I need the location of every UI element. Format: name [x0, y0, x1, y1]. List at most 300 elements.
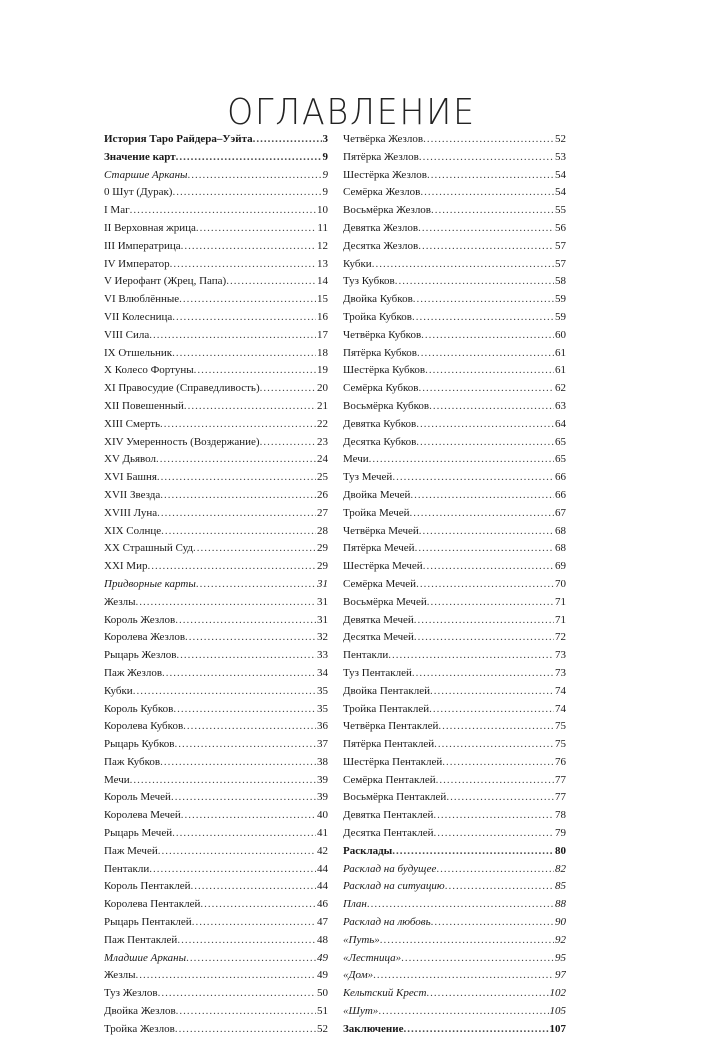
toc-entry-title: Пентакли	[104, 862, 150, 875]
toc-entry-page: 74	[555, 684, 566, 697]
toc-leader-dots	[434, 736, 554, 754]
toc-entry-page: 63	[555, 399, 566, 412]
toc-entry	[104, 718, 328, 736]
toc-entry-page: 57	[555, 239, 566, 252]
toc-entry-page: 44	[317, 862, 328, 875]
toc-entry-title: Король Кубков	[104, 702, 174, 715]
toc-entry-title: XII Повешенный	[104, 399, 184, 412]
toc-entry-page: 72	[555, 631, 566, 644]
toc-leader-dots	[196, 220, 317, 238]
toc-entry-page: 75	[555, 738, 566, 751]
toc-leader-dots	[176, 647, 316, 665]
toc-leader-dots	[414, 629, 554, 647]
toc-entry	[104, 167, 328, 185]
toc-leader-dots	[415, 540, 554, 558]
toc-entry	[343, 291, 566, 309]
toc-entry	[343, 167, 566, 185]
toc-entry-page: 49	[317, 951, 328, 964]
toc-entry-title: Девятка Жезлов	[343, 221, 419, 234]
toc-entry	[104, 451, 328, 469]
toc-leader-dots	[185, 629, 316, 647]
toc-entry	[343, 701, 566, 719]
toc-entry-page: 48	[317, 933, 328, 946]
toc-entry-page: 54	[555, 168, 566, 181]
toc-entry-title: Четвёрка Пентаклей	[343, 720, 439, 733]
toc-entry-title: Туз Жезлов	[104, 987, 158, 1000]
toc-entry-page: 40	[317, 809, 328, 822]
toc-entry	[343, 736, 566, 754]
toc-entry-title: XV Дьявол	[104, 453, 156, 466]
toc-entry-title: XIV Умеренность (Воздержание)	[104, 435, 260, 448]
toc-entry-page: 53	[555, 150, 566, 163]
toc-entry-page: 31	[317, 595, 328, 608]
toc-leader-dots	[171, 789, 316, 807]
toc-entry-page: 18	[317, 346, 328, 359]
toc-leader-dots	[412, 665, 554, 683]
toc-entry-title: XIII Смерть	[104, 417, 161, 430]
toc-entry	[104, 238, 328, 256]
toc-entry	[343, 131, 566, 149]
toc-leader-dots	[436, 861, 554, 879]
toc-entry-title: XVII Звезда	[104, 488, 161, 501]
toc-entry-page: 25	[317, 471, 328, 484]
toc-leader-dots	[442, 754, 554, 772]
toc-entry-page: 35	[317, 684, 328, 697]
toc-entry-page: 62	[555, 382, 566, 395]
toc-entry	[343, 523, 566, 541]
toc-entry-page: 58	[555, 275, 566, 288]
toc-entry	[104, 1003, 328, 1021]
toc-leader-dots	[260, 380, 316, 398]
toc-entry-title: Семёрка Пентаклей	[343, 773, 436, 786]
toc-entry-title: Туз Пентаклей	[343, 666, 412, 679]
toc-entry	[104, 362, 328, 380]
toc-entry-title: Туз Кубков	[343, 275, 395, 288]
toc-entry	[104, 202, 328, 220]
toc-entry	[104, 914, 328, 932]
toc-entry	[343, 505, 566, 523]
toc-entry	[104, 985, 328, 1003]
toc-entry	[104, 469, 328, 487]
toc-entry	[104, 220, 328, 238]
toc-entry-title: Двойка Мечей	[343, 488, 411, 501]
toc-entry	[343, 932, 566, 950]
toc-entry-page: 20	[317, 382, 328, 395]
toc-entry-page: 24	[317, 453, 328, 466]
toc-entry-title: Шестёрка Жезлов	[343, 168, 427, 181]
toc-leader-dots	[369, 451, 554, 469]
toc-entry	[104, 380, 328, 398]
toc-entry-page: 74	[555, 702, 566, 715]
toc-entry-page: 107	[549, 1022, 566, 1035]
toc-entry-title: XX Страшный Суд	[104, 542, 194, 555]
toc-entry	[104, 736, 328, 754]
toc-entry-page: 37	[317, 738, 328, 751]
toc-entry-title: 0 Шут (Дурак)	[104, 186, 173, 199]
toc-entry	[343, 540, 566, 558]
toc-entry-page: 19	[317, 364, 328, 377]
toc-entry-title: Тройка Кубков	[343, 310, 412, 323]
toc-entry-title: Королева Мечей	[104, 809, 181, 822]
toc-entry	[343, 629, 566, 647]
toc-entry-page: 23	[317, 435, 328, 448]
toc-entry-title: Паж Пентаклей	[104, 933, 178, 946]
toc-entry-page: 68	[555, 524, 566, 537]
toc-entry	[104, 291, 328, 309]
toc-entry-page: 34	[317, 666, 328, 679]
toc-entry-title: Король Мечей	[104, 791, 171, 804]
toc-leader-dots	[175, 736, 317, 754]
toc-leader-dots	[420, 184, 554, 202]
toc-entry-title: Тройка Жезлов	[104, 1022, 175, 1035]
toc-entry	[104, 256, 328, 274]
toc-leader-dots	[192, 914, 316, 932]
toc-leader-dots	[194, 362, 316, 380]
toc-entry-page: 22	[317, 417, 328, 430]
toc-entry-title: Семёрка Кубков	[343, 382, 419, 395]
toc-entry	[104, 184, 328, 202]
toc-leader-dots	[403, 1021, 548, 1039]
toc-entry-page: 56	[555, 221, 566, 234]
toc-entry	[104, 1021, 328, 1039]
toc-entry-title: Придворные карты	[104, 577, 196, 590]
toc-entry	[343, 594, 566, 612]
toc-entry-page: 70	[555, 577, 566, 590]
toc-entry-title: Восьмёрка Мечей	[343, 595, 427, 608]
toc-leader-dots	[186, 950, 316, 968]
toc-leader-dots	[438, 718, 554, 736]
toc-entry-title: Старшие Арканы	[104, 168, 188, 181]
toc-entry-page: 61	[555, 364, 566, 377]
toc-entry	[343, 985, 566, 1003]
toc-entry-page: 13	[317, 257, 328, 270]
toc-leader-dots	[196, 576, 316, 594]
toc-leader-dots	[392, 469, 554, 487]
toc-entry-page: 54	[555, 186, 566, 199]
toc-entry-title: Расклад на ситуацию	[343, 880, 445, 893]
toc-entry-title: Восьмёрка Пентаклей	[343, 791, 447, 804]
toc-entry-page: 55	[555, 204, 566, 217]
toc-entry-page: 12	[317, 239, 328, 252]
toc-entry-page: 95	[555, 951, 566, 964]
toc-entry-title: Королева Кубков	[104, 720, 184, 733]
toc-leader-dots	[426, 985, 548, 1003]
toc-entry	[104, 612, 328, 630]
toc-leader-dots	[184, 398, 316, 416]
toc-entry-page: 57	[555, 257, 566, 270]
toc-entry-title: V Иерофант (Жрец, Папа)	[104, 275, 227, 288]
toc-entry-title: Значение карт	[104, 150, 176, 163]
toc-leader-dots	[136, 594, 316, 612]
toc-entry-page: 65	[555, 435, 566, 448]
toc-entry-title: Жезлы	[104, 969, 136, 982]
toc-entry-page: 16	[317, 310, 328, 323]
toc-entry	[343, 487, 566, 505]
toc-entry-title: Королева Пентаклей	[104, 898, 201, 911]
toc-entry-page: 77	[555, 791, 566, 804]
toc-entry-page: 82	[555, 862, 566, 875]
toc-entry	[104, 807, 328, 825]
toc-entry-title: Десятка Мечей	[343, 631, 414, 644]
toc-leader-dots	[401, 950, 554, 968]
toc-entry-title: План	[343, 898, 367, 911]
toc-entry-page: 69	[555, 560, 566, 573]
toc-entry-title: Пятёрка Мечей	[343, 542, 415, 555]
toc-entry-page: 76	[555, 755, 566, 768]
toc-entry-title: XVIII Луна	[104, 506, 158, 519]
toc-entry-title: Шестёрка Мечей	[343, 560, 423, 573]
toc-leader-dots	[431, 914, 554, 932]
toc-leader-dots	[172, 345, 316, 363]
toc-leader-dots	[136, 967, 316, 985]
toc-entry	[104, 131, 328, 149]
toc-entry-page: 105	[549, 1005, 566, 1018]
toc-leader-dots	[416, 434, 554, 452]
toc-entry-page: 50	[317, 987, 328, 1000]
toc-leader-dots	[425, 362, 554, 380]
toc-leader-dots	[423, 558, 554, 576]
toc-leader-dots	[410, 505, 554, 523]
toc-entry	[343, 807, 566, 825]
toc-entry-title: II Верховная жрица	[104, 221, 196, 234]
toc-leader-dots	[158, 843, 316, 861]
toc-leader-dots	[423, 131, 554, 149]
toc-entry	[343, 683, 566, 701]
toc-entry-title: Девятка Мечей	[343, 613, 414, 626]
toc-entry	[104, 950, 328, 968]
toc-leader-dots	[160, 487, 316, 505]
toc-leader-dots	[429, 398, 554, 416]
toc-entry	[104, 434, 328, 452]
toc-entry-page: 27	[317, 506, 328, 519]
toc-entry	[343, 576, 566, 594]
toc-leader-dots	[446, 789, 554, 807]
toc-entry-page: 80	[555, 844, 566, 857]
toc-entry	[104, 594, 328, 612]
toc-entry	[104, 149, 328, 167]
toc-entry-title: Шестёрка Кубков	[343, 364, 426, 377]
toc-entry-title: Пятёрка Пентаклей	[343, 738, 435, 751]
toc-entry-page: 71	[555, 613, 566, 626]
toc-leader-dots	[156, 451, 316, 469]
toc-entry-title: Рыцарь Жезлов	[104, 649, 177, 662]
toc-entry-title: Расклады	[343, 844, 393, 857]
toc-entry	[104, 576, 328, 594]
toc-column-right	[343, 131, 566, 1039]
toc-entry-page: 17	[317, 328, 328, 341]
toc-entry	[343, 202, 566, 220]
toc-entry	[343, 273, 566, 291]
toc-entry-page: 59	[555, 310, 566, 323]
toc-leader-dots	[392, 843, 554, 861]
toc-entry	[104, 327, 328, 345]
toc-entry-title: Паж Жезлов	[104, 666, 163, 679]
page-title: ОГЛАВЛЕНИЕ	[227, 92, 476, 133]
toc-leader-dots	[170, 256, 316, 274]
toc-entry	[343, 309, 566, 327]
toc-entry	[343, 380, 566, 398]
toc-leader-dots	[177, 932, 316, 950]
toc-entry-title: IV Император	[104, 257, 170, 270]
toc-entry-page: 9	[322, 168, 328, 181]
toc-entry-title: Жезлы	[104, 595, 136, 608]
toc-entry	[343, 825, 566, 843]
toc-leader-dots	[191, 878, 316, 896]
toc-entry	[104, 540, 328, 558]
toc-leader-dots	[160, 416, 316, 434]
toc-entry-page: 42	[317, 844, 328, 857]
toc-entry-page: 14	[317, 275, 328, 288]
toc-leader-dots	[157, 505, 316, 523]
toc-leader-dots	[416, 416, 554, 434]
toc-leader-dots	[380, 932, 554, 950]
toc-entry	[343, 878, 566, 896]
toc-entry-title: VIII Сила	[104, 328, 150, 341]
toc-leader-dots	[200, 896, 316, 914]
toc-leader-dots	[176, 149, 322, 167]
toc-entry	[343, 967, 566, 985]
toc-entry-title: Кубки	[104, 684, 133, 697]
toc-entry	[343, 789, 566, 807]
toc-entry-title: Королева Жезлов	[104, 631, 186, 644]
toc-leader-dots	[434, 825, 555, 843]
toc-leader-dots	[226, 273, 316, 291]
toc-leader-dots	[175, 1021, 316, 1039]
toc-entry-page: 10	[317, 204, 328, 217]
toc-entry	[343, 647, 566, 665]
toc-entry-page: 15	[317, 293, 328, 306]
toc-entry	[343, 238, 566, 256]
toc-entry-title: XIX Солнце	[104, 524, 162, 537]
toc-entry-title: Паж Кубков	[104, 755, 161, 768]
toc-entry-title: Пятёрка Кубков	[343, 346, 417, 359]
toc-entry	[343, 950, 566, 968]
toc-entry-page: 73	[555, 649, 566, 662]
toc-entry-page: 66	[555, 488, 566, 501]
toc-entry-page: 64	[555, 417, 566, 430]
toc-entry-title: Десятка Жезлов	[343, 239, 419, 252]
toc-entry	[343, 362, 566, 380]
toc-entry-page: 44	[317, 880, 328, 893]
toc-entry-title: Четвёрка Жезлов	[343, 133, 424, 145]
toc-entry-page: 31	[317, 613, 328, 626]
toc-entry	[343, 914, 566, 932]
toc-leader-dots	[417, 345, 554, 363]
toc-leader-dots	[188, 167, 322, 185]
toc-entry-page: 33	[317, 649, 328, 662]
toc-entry-page: 39	[317, 791, 328, 804]
toc-entry	[104, 523, 328, 541]
toc-entry-page: 32	[317, 631, 328, 644]
toc-entry-title: История Таро Райдера–Уэйта	[104, 133, 253, 145]
toc-leader-dots	[162, 665, 316, 683]
toc-entry	[104, 309, 328, 327]
toc-entry-title: I Маг	[104, 204, 130, 217]
toc-leader-dots	[173, 701, 316, 719]
toc-entry-page: 21	[317, 399, 328, 412]
toc-column-left	[104, 131, 328, 1039]
toc-leader-dots	[388, 647, 554, 665]
toc-entry-title: Девятка Кубков	[343, 417, 417, 430]
toc-entry	[343, 469, 566, 487]
toc-entry	[104, 629, 328, 647]
toc-entry	[104, 416, 328, 434]
toc-entry-page: 29	[317, 542, 328, 555]
toc-entry-page: 29	[317, 560, 328, 573]
toc-entry	[104, 558, 328, 576]
toc-leader-dots	[418, 238, 554, 256]
toc-entry	[104, 772, 328, 790]
toc-leader-dots	[373, 967, 554, 985]
toc-entry-title: Двойка Пентаклей	[343, 684, 430, 697]
toc-entry-page: 49	[317, 969, 328, 982]
toc-entry-page: 47	[317, 916, 328, 929]
toc-leader-dots	[149, 861, 316, 879]
toc-entry	[104, 701, 328, 719]
toc-entry-title: Шестёрка Пентаклей	[343, 755, 443, 768]
toc-entry-title: Рыцарь Мечей	[104, 827, 173, 840]
toc-leader-dots	[172, 309, 316, 327]
toc-leader-dots	[413, 291, 554, 309]
toc-leader-dots	[418, 220, 554, 238]
toc-leader-dots	[172, 184, 321, 202]
toc-leader-dots	[419, 149, 554, 167]
toc-entry	[343, 149, 566, 167]
toc-entry	[343, 896, 566, 914]
toc-entry	[104, 789, 328, 807]
toc-entry-title: Кельтский Крест	[343, 987, 427, 1000]
toc-leader-dots	[416, 576, 554, 594]
toc-leader-dots	[130, 202, 316, 220]
toc-entry-title: III Императрица	[104, 239, 181, 252]
toc-entry-page: 65	[555, 453, 566, 466]
toc-entry	[104, 932, 328, 950]
toc-leader-dots	[412, 309, 554, 327]
toc-entry-title: Восьмёрка Кубков	[343, 399, 430, 412]
toc-entry-page: 52	[317, 1022, 328, 1035]
toc-entry-title: Король Жезлов	[104, 613, 176, 626]
toc-entry-page: 46	[317, 898, 328, 911]
toc-entry-page: 35	[317, 702, 328, 715]
toc-entry-title: Тройка Пентаклей	[343, 702, 430, 715]
toc-entry	[104, 505, 328, 523]
toc-entry-title: Мечи	[343, 453, 369, 466]
toc-leader-dots	[158, 985, 316, 1003]
toc-leader-dots	[183, 718, 316, 736]
toc-entry-title: Пятёрка Жезлов	[343, 150, 419, 163]
toc-leader-dots	[436, 772, 554, 790]
toc-entry-title: Десятка Пентаклей	[343, 827, 434, 840]
toc-entry-page: 68	[555, 542, 566, 555]
toc-entry	[104, 398, 328, 416]
toc-entry-page: 75	[555, 720, 566, 733]
toc-entry-title: Рыцарь Пентаклей	[104, 916, 192, 929]
toc-entry-page: 71	[555, 595, 566, 608]
toc-leader-dots	[367, 896, 554, 914]
toc-entry	[343, 612, 566, 630]
toc-leader-dots	[176, 1003, 316, 1021]
toc-entry-page: 78	[555, 809, 566, 822]
toc-entry-title: Семёрка Жезлов	[343, 186, 421, 199]
toc-entry-page: 59	[555, 293, 566, 306]
toc-leader-dots	[260, 434, 316, 452]
toc-leader-dots	[160, 754, 316, 772]
toc-leader-dots	[445, 878, 554, 896]
toc-entry-title: Семёрка Мечей	[343, 577, 417, 590]
toc-entry-title: Заключение	[343, 1022, 404, 1035]
toc-entry	[104, 273, 328, 291]
toc-entry-title: IX Отшельник	[104, 346, 173, 359]
